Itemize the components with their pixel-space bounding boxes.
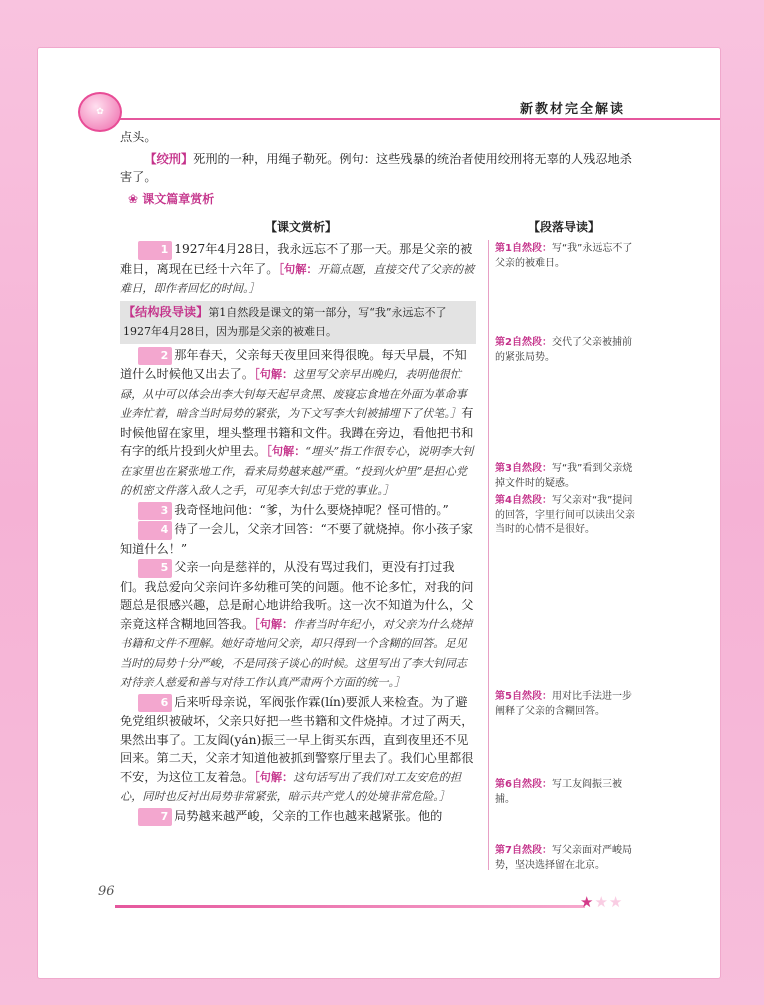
section-title-text: 课文篇章赏析 [142, 192, 215, 206]
paragraph-text: 那年春天，父亲每天夜里回来得很晚。每天早晨，不知道什么时候他又出去了。 [120, 347, 467, 381]
paragraph-3 [120, 501, 476, 521]
guide-text: 写“我”永远忘不了父亲的被难日。 [495, 243, 633, 269]
paragraph-number: 5 [138, 559, 172, 578]
paragraph-number: 4 [138, 521, 172, 540]
guide-text: 写父亲面对严峻局势，坚决选择留在北京。 [495, 845, 632, 871]
header-title: 新教材完全解读 [519, 102, 625, 117]
sentence-note: 这句话写出了我们对工友安危的担心，同时也反衬出局势非常紧张，暗示共产党人的处境非常危险。］ [120, 770, 462, 803]
guide-text: 交代了父亲被捕前的紧张局势。 [495, 337, 632, 363]
sentence-note: 这里写父亲早出晚归，表明他很忙碌，从中可以体会出李大钊每天起早贪黑、废寝忘食地在外面为革命事业奔忙着，暗含当时局势的紧张，为下文写李大钊被捕埋下了伏笔。］ [120, 368, 467, 420]
guide-label: 第5自然段： [495, 691, 552, 702]
guide-text: 用对比手法进一步阐释了父亲的含糊回答。 [495, 691, 632, 717]
paragraph-number: 7 [138, 808, 172, 827]
guide-item-5 [495, 690, 635, 719]
paragraph-1 [120, 240, 476, 299]
guide-text: 写“我”看到父亲烧掉文件时的疑惑。 [495, 463, 633, 489]
paragraph-text: 有时候他留在家里，埋头整理书籍和文件。我蹲在旁边，看他把书和有字的纸片投到火炉里去。 [120, 406, 474, 458]
vocab-term: 【绞刑】 [144, 151, 194, 166]
book-logo-icon: ✿ [78, 92, 122, 132]
paragraph-6 [120, 693, 476, 807]
column-heading-left: 【课文赏析】 [265, 220, 338, 234]
paragraph-number: 6 [138, 694, 172, 713]
guide-item-3 [495, 462, 635, 491]
header-rule [120, 118, 720, 120]
paragraph-number: 3 [138, 502, 172, 521]
paragraph-text: 待了一会儿，父亲才回答：“不要了就烧掉。你小孩子家知道什么！” [120, 522, 473, 556]
note-tag: ［句解： [278, 261, 318, 276]
star-filled-icon: ★ [580, 893, 595, 911]
sentence-note: “埋头”指工作很专心，说明李大钊在家里也在紧张地工作，看来局势越来越严重。“投到火炉里”是担心党的机密文件落入敌人之手，可见李大钊忠于党的事业。］ [120, 445, 474, 497]
vocab-definition: 死刑的一种，用绳子勒死。例句：这些残暴的统治者使用绞刑将无辜的人残忍地杀害了。 [120, 151, 632, 184]
note-tag: ［句解： [266, 444, 306, 458]
note-tag: ［句解： [254, 769, 294, 784]
flower-icon: ❀ [128, 192, 139, 206]
paragraph-number: 1 [138, 241, 172, 260]
note-tag: ［句解： [254, 616, 294, 631]
paragraph-2 [120, 346, 476, 501]
vocab-entry [120, 150, 640, 187]
page-header [80, 92, 710, 122]
guide-label: 第1自然段： [495, 243, 552, 254]
column-divider [488, 240, 489, 870]
star-empty-icon: ★★ [594, 893, 624, 911]
section-title [128, 190, 214, 207]
difficulty-stars [580, 893, 623, 911]
guide-item-6 [495, 778, 635, 807]
structure-guide [120, 301, 476, 344]
sentence-note: 开篇点题，直接交代了父亲的被难日，即作者回忆的时间。］ [120, 262, 475, 295]
guide-item-1 [495, 242, 635, 271]
column-heading-right: 【段落导读】 [528, 220, 601, 234]
paragraph-7 [120, 807, 476, 827]
guide-text: 写父亲对“我”提问的回答，字里行间可以读出父亲当时的心情不是很好。 [495, 495, 635, 535]
paragraph-text: 1927年4月28日，我永远忘不了那一天。那是父亲的被难日，离现在已经十六年了。 [120, 242, 473, 276]
sentence-note: 作者当时年纪小，对父亲为什么烧掉书籍和文件不理解。她好奇地问父亲，却只得到一个含糊的回答。足见当时的局势十分严峻，不是同孩子谈心的时候。这里写出了李大钊同志对待亲人慈爱和善与对待工作认真严肃两个方面的统一。］ [120, 617, 473, 689]
main-text-column [120, 240, 476, 826]
structure-tag: 【结构段导读】 [123, 304, 209, 319]
guide-label: 第3自然段： [495, 463, 552, 474]
guide-item-7 [495, 844, 635, 873]
guide-label: 第7自然段： [495, 845, 552, 856]
paragraph-text: 局势越来越严峻，父亲的工作也越来越紧张。他的 [174, 808, 443, 823]
note-tag: ［句解： [254, 367, 294, 381]
structure-text: 第1自然段是课文的第一部分，写“我”永远忘不了1927年4月28日，因为那是父亲的被难日。 [123, 305, 447, 338]
guide-item-4 [495, 494, 635, 538]
paragraph-text: 后来听母亲说，军阀张作霖(lín)要派人来检查。为了避免党组织被破坏，父亲只好把一些书籍和文件烧掉。才过了两天，果然出事了。工友阎(yán)振三一早上街买东西，直到夜里还不见回来。第二天，父亲才知道他被抓到警察厅里去了。我们心里都很不安，为这位工友着急。 [120, 694, 474, 784]
intro-line: 点头。 [120, 130, 157, 144]
guide-label: 第4自然段： [495, 495, 552, 506]
paragraph-5 [120, 558, 476, 693]
guide-text: 写工友阎振三被捕。 [495, 779, 622, 805]
paragraph-text: 父亲一向是慈祥的，从没有骂过我们，更没有打过我们。我总爱向父亲问许多幼稚可笑的问题。他不论多忙，对我的问题总是很感兴趣，总是耐心地讲给我听。这一次不知道为什么，父亲竟这样含糊地回答我。 [120, 560, 474, 631]
page-number: 96 [98, 884, 115, 899]
guide-item-2 [495, 336, 635, 365]
footer-rule [115, 905, 585, 908]
guide-label: 第6自然段： [495, 779, 552, 790]
paragraph-number: 2 [138, 347, 172, 366]
intro-block [120, 128, 640, 187]
paragraph-text: 我奇怪地问他：“爹，为什么要烧掉呢？怪可惜的。” [174, 502, 449, 517]
guide-label: 第2自然段： [495, 337, 552, 348]
paragraph-4 [120, 520, 476, 558]
